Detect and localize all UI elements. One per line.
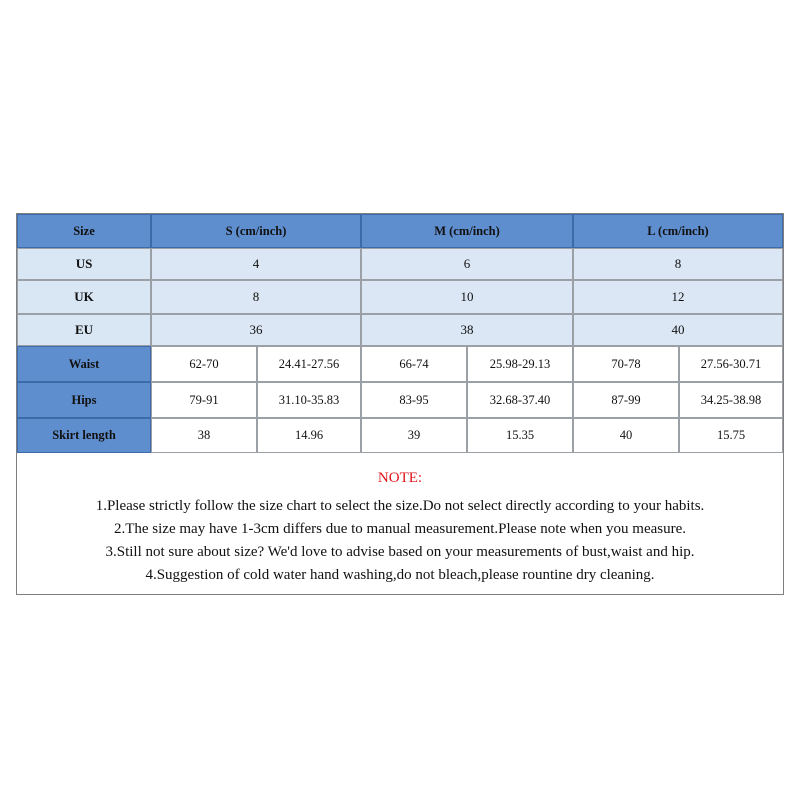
hips-m-inch: 32.68-37.40	[467, 382, 573, 418]
notes-section	[17, 453, 783, 594]
waist-l-inch: 27.56-30.71	[679, 346, 783, 382]
notes-title: NOTE:	[377, 470, 423, 486]
hips-m-cm: 83-95	[361, 382, 467, 418]
size-chart	[16, 213, 784, 595]
row-label-waist: Waist	[17, 346, 151, 382]
hips-l-inch: 34.25-38.98	[679, 382, 783, 418]
skirt-m-inch: 15.35	[467, 418, 573, 453]
row-label-skirt-length: Skirt length	[17, 418, 151, 453]
row-label-eu: EU	[17, 314, 151, 346]
waist-m-cm: 66-74	[361, 346, 467, 382]
row-label-uk: UK	[17, 280, 151, 314]
note-line-2: 2.The size may have 1-3cm differs due to manual measurement.Please note when you measure.	[113, 521, 687, 537]
row-label-hips: Hips	[17, 382, 151, 418]
eu-l-value: 40	[573, 314, 783, 346]
uk-l-value: 12	[573, 280, 783, 314]
eu-m-value: 38	[361, 314, 573, 346]
us-l-value: 8	[573, 248, 783, 280]
waist-l-cm: 70-78	[573, 346, 679, 382]
waist-s-inch: 24.41-27.56	[257, 346, 361, 382]
uk-m-value: 10	[361, 280, 573, 314]
us-m-value: 6	[361, 248, 573, 280]
header-l: L (cm/inch)	[573, 214, 783, 248]
skirt-s-cm: 38	[151, 418, 257, 453]
header-m: M (cm/inch)	[361, 214, 573, 248]
skirt-s-inch: 14.96	[257, 418, 361, 453]
hips-s-inch: 31.10-35.83	[257, 382, 361, 418]
header-s: S (cm/inch)	[151, 214, 361, 248]
note-line-1: 1.Please strictly follow the size chart to select the size.Do not select directly according to your habits.	[95, 498, 705, 514]
row-label-us: US	[17, 248, 151, 280]
uk-s-value: 8	[151, 280, 361, 314]
hips-s-cm: 79-91	[151, 382, 257, 418]
eu-s-value: 36	[151, 314, 361, 346]
skirt-m-cm: 39	[361, 418, 467, 453]
skirt-l-inch: 15.75	[679, 418, 783, 453]
note-line-4: 4.Suggestion of cold water hand washing,do not bleach,please rountine dry cleaning.	[145, 567, 655, 583]
skirt-l-cm: 40	[573, 418, 679, 453]
waist-m-inch: 25.98-29.13	[467, 346, 573, 382]
hips-l-cm: 87-99	[573, 382, 679, 418]
note-line-3: 3.Still not sure about size? We'd love to advise based on your measurements of bust,waist and hip.	[105, 544, 695, 560]
us-s-value: 4	[151, 248, 361, 280]
header-size: Size	[17, 214, 151, 248]
waist-s-cm: 62-70	[151, 346, 257, 382]
